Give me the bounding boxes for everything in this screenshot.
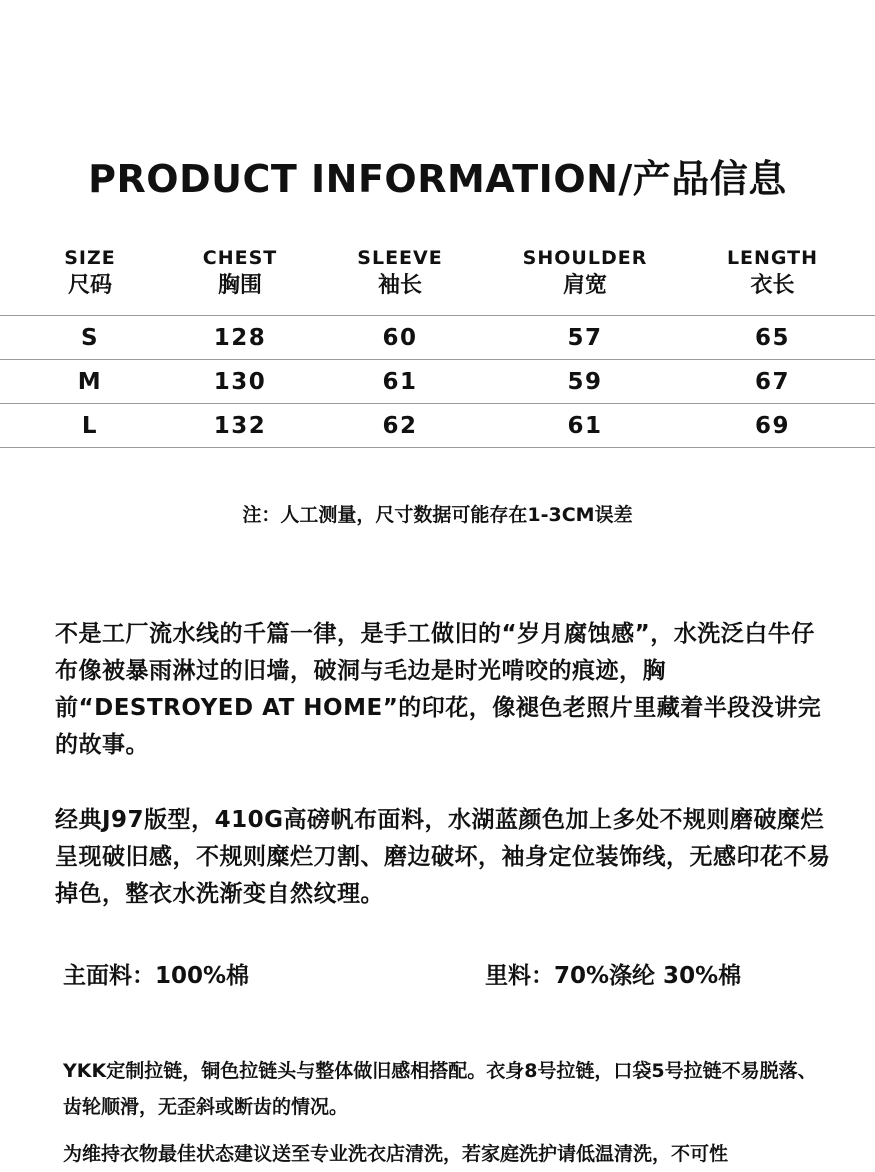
header-size-zh: 尺码: [67, 273, 112, 298]
table-cell: 61: [500, 404, 670, 448]
table-cell: 65: [670, 316, 875, 360]
table-row: [0, 404, 875, 448]
header-length: [670, 245, 875, 316]
table-row: [0, 360, 875, 404]
page-title: PRODUCT INFORMATION/产品信息: [88, 157, 787, 201]
table-cell: L: [0, 404, 180, 448]
table-cell: S: [0, 316, 180, 360]
header-length-zh: 衣长: [750, 273, 795, 298]
table-cell: 132: [180, 404, 300, 448]
description-paragraph-1: 不是工厂流水线的千篇一律，是手工做旧的“岁月腐蚀感”，水洗泛白牛仔布像被暴雨淋过的旧墙，破洞与毛边是时光啃咬的痕迹，胸前“DESTROYED AT HOME”的印花，像褪色老照片里藏着半段没讲完的故事。: [55, 621, 822, 758]
table-cell: 69: [670, 404, 875, 448]
main-fabric: 主面料：100%棉: [63, 963, 250, 989]
size-table: [0, 245, 875, 448]
table-cell: 61: [300, 360, 500, 404]
header-sleeve-zh: 袖长: [377, 273, 422, 298]
lining-fabric: 里料：70%涤纶 30%棉: [485, 963, 742, 989]
table-cell: 57: [500, 316, 670, 360]
header-shoulder-zh: 肩宽: [562, 273, 607, 298]
care-instructions: 为维持衣物最佳状态建议送至专业洗衣店清洗，若家庭洗护请低温清洗，不可性: [63, 1143, 729, 1165]
table-cell: 128: [180, 316, 300, 360]
header-sleeve-en: SLEEVE: [357, 247, 443, 269]
header-size: [0, 245, 180, 316]
header-size-en: SIZE: [64, 247, 116, 269]
table-cell: 130: [180, 360, 300, 404]
table-cell: 59: [500, 360, 670, 404]
table-cell: 62: [300, 404, 500, 448]
header-shoulder: [500, 245, 670, 316]
header-sleeve: [300, 245, 500, 316]
zipper-details: YKK定制拉链，铜色拉链头与整体做旧感相搭配。衣身8号拉链，口袋5号拉链不易脱落、齿轮顺滑，无歪斜或断齿的情况。: [63, 1060, 817, 1118]
table-row: [0, 316, 875, 360]
description-paragraph-2: 经典J97版型，410G高磅帆布面料，水湖蓝颜色加上多处不规则磨破糜烂呈现破旧感，不规则糜烂刀割、磨边破坏，袖身定位装饰线，无感印花不易掉色，整衣水洗渐变自然纹理。: [55, 807, 831, 907]
header-chest-en: CHEST: [202, 247, 278, 269]
size-table-header-row: [0, 245, 875, 316]
table-cell: 67: [670, 360, 875, 404]
header-length-en: LENGTH: [726, 247, 819, 269]
header-chest-zh: 胸围: [217, 273, 262, 298]
table-cell: M: [0, 360, 180, 404]
header-chest: [180, 245, 300, 316]
table-cell: 60: [300, 316, 500, 360]
header-shoulder-en: SHOULDER: [522, 247, 648, 269]
measurement-note: 注：人工测量，尺寸数据可能存在1-3CM误差: [242, 504, 633, 526]
